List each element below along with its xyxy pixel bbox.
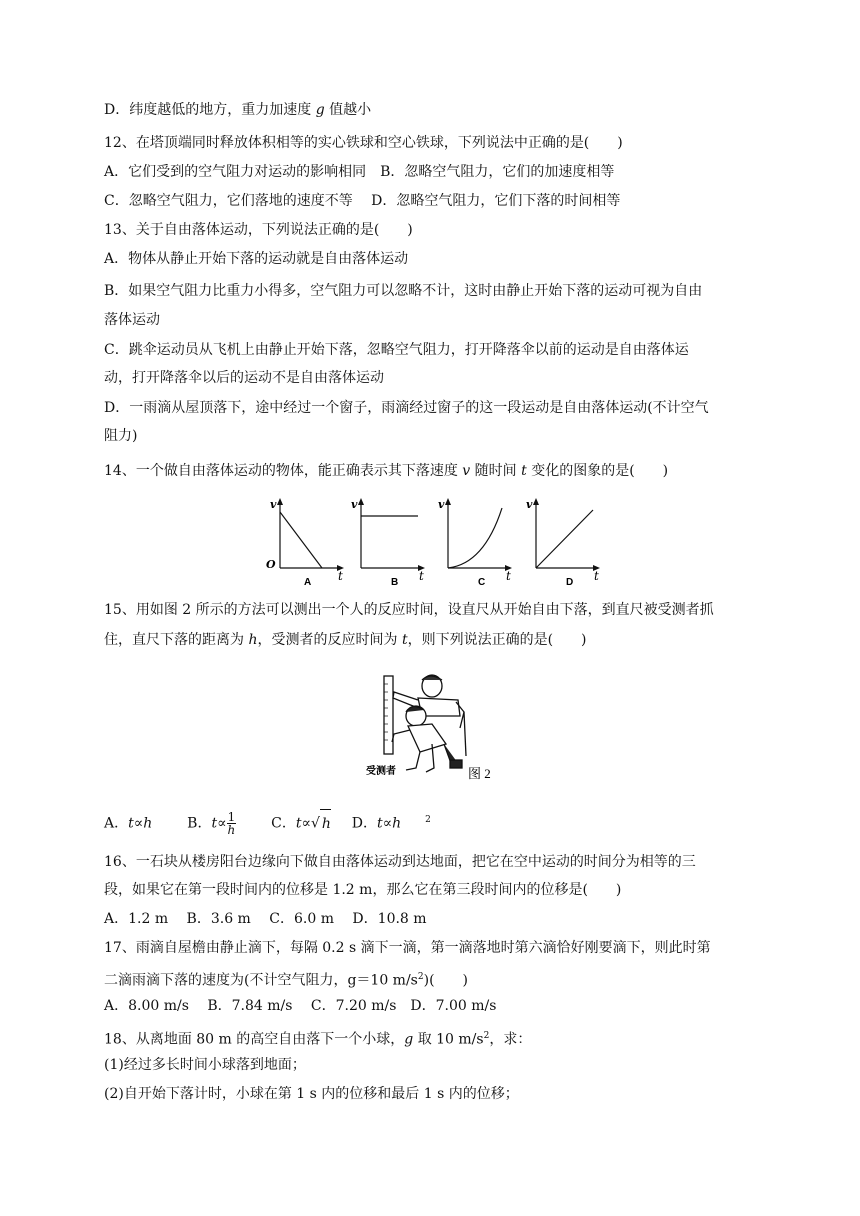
q11-option-d: D．纬度越低的地方，重力加速度 g 值越小	[104, 102, 372, 118]
q14-stem: 14、一个做自由落体运动的物体，能正确表示其下落速度 v 随时间 t 变化的图象的是( )	[104, 463, 669, 479]
q12-options-ab: A．它们受到的空气阻力对运动的影响相同 B．忽略空气阻力，它们的加速度相等	[104, 164, 615, 180]
q15-stem-line1: 15、用如图 2 所示的方法可以测出一个人的反应时间，设直尺从开始自由下落，到直尺被受测者抓	[104, 602, 714, 618]
graph-a-t-label: t	[338, 569, 343, 583]
graph-a-o-label: O	[266, 558, 276, 571]
q13-stem: 13、关于自由落体运动，下列说法正确的是( )	[104, 222, 413, 238]
q16-options: A．1.2 m B．3.6 m C．6.0 m D．10.8 m	[104, 911, 427, 927]
ruler-illustration	[384, 676, 393, 754]
graph-b-label: B	[391, 577, 399, 586]
graph-c-label: C	[478, 577, 486, 586]
q18-part-1: (1)经过多长时间小球落到地面；	[104, 1057, 306, 1073]
q17-stem-line1: 17、雨滴自屋檐由静止滴下，每隔 0.2 s 滴下一滴，第一滴落地时第六滴恰好刚要滴下，则此时第	[104, 940, 711, 956]
graph-d-label: D	[566, 577, 574, 586]
q13-option-b-line2: 落体运动	[104, 312, 160, 328]
graph-b-t-label: t	[419, 569, 424, 583]
graph-a-v-label: v	[270, 498, 277, 511]
q13-option-c-line2: 动，打开降落伞以后的运动不是自由落体运动	[104, 370, 384, 386]
q14-graphs	[260, 494, 605, 586]
q13-option-a: A．物体从静止开始下落的运动就是自由落体运动	[104, 251, 409, 267]
graph-b-v-label: v	[351, 498, 358, 511]
graph-a-label: A	[304, 577, 312, 586]
graph-a	[266, 498, 344, 586]
graph-b	[351, 498, 425, 586]
q13-option-c-line1: C．跳伞运动员从飞机上由静止开始下落，忽略空气阻力，打开降落伞以前的运动是自由落体运	[104, 342, 689, 358]
graph-d	[526, 498, 600, 586]
q13-option-d-line2: 阻力)	[104, 428, 138, 444]
graph-c-v-label: v	[438, 498, 445, 511]
q15-options: A．t∝h B．t∝ $\frac{1}{h}$ C．t∝√ h D．t∝h $^2$	[104, 810, 431, 838]
q16-stem-line2: 段，如果它在第一段时间内的位移是 1.2 m，那么它在第三段时间内的位移是( )	[104, 882, 622, 898]
q13-option-d-line1: D．一雨滴从屋顶落下，途中经过一个窗子，雨滴经过窗子的这一段运动是自由落体运动(不计空气	[104, 400, 709, 416]
q16-stem-line1: 16、一石块从楼房阳台边缘向下做自由落体运动到达地面，把它在空中运动的时间分为相等的三	[104, 854, 696, 870]
q15-stem-line2: 住，直尺下落的距离为 h，受测者的反应时间为 t，则下列说法正确的是( )	[104, 632, 587, 648]
graph-c-t-label: t	[506, 569, 511, 583]
subject-label: 受测者	[366, 766, 396, 777]
q18-stem: 18、从离地面 80 m 的高空自由落下一个小球，g 取 10 $m/s^2$，求：	[104, 1031, 532, 1048]
graph-d-t-label: t	[594, 569, 599, 583]
q17-stem-line2: 二滴雨滴下落的速度为(不计空气阻力，g＝10 $m/s^2$)( )	[104, 972, 468, 989]
q18-part-2: (2)自开始下落计时，小球在第 1 s 内的位移和最后 1 s 内的位移；	[104, 1086, 519, 1102]
q12-stem: 12、在塔顶端同时释放体积相等的实心铁球和空心铁球，下列说法中正确的是( )	[104, 135, 623, 151]
graph-d-v-label: v	[526, 498, 533, 511]
q12-options-cd: C．忽略空气阻力，它们落地的速度不等 D．忽略空气阻力，它们下落的时间相等	[104, 193, 621, 209]
q13-option-b-line1: B．如果空气阻力比重力小得多，空气阻力可以忽略不计，这时由静止开始下落的运动可视为自由	[104, 283, 703, 299]
figure-2-caption: 图 2	[468, 766, 491, 781]
q17-options: A．8.00 m/s B．7.84 m/s C．7.20 m/s D．7.00 m/s	[104, 998, 497, 1014]
figure-2-reaction-test	[360, 672, 500, 784]
graph-c	[438, 498, 512, 586]
